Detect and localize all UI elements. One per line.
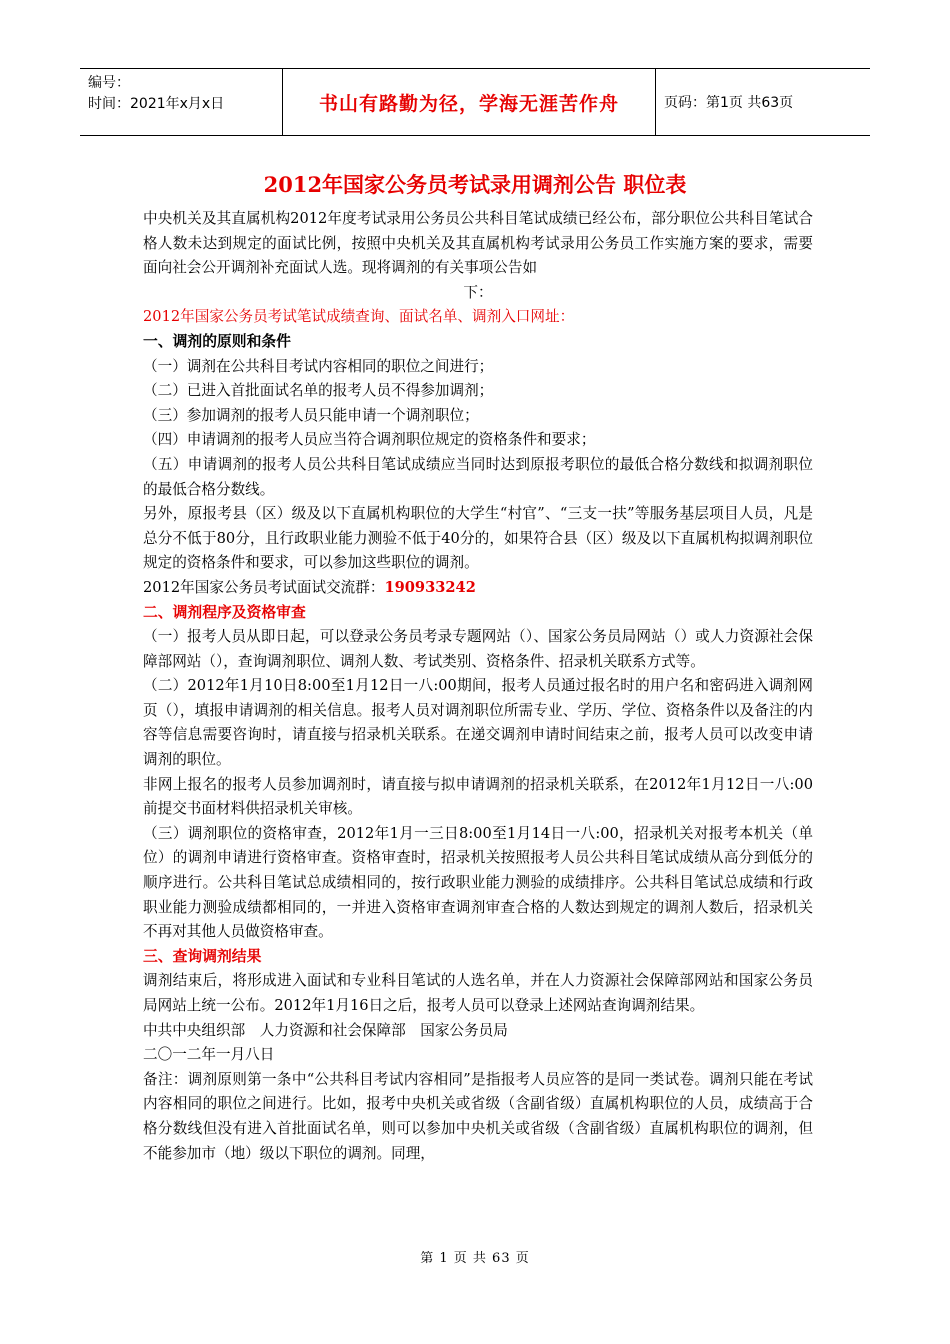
rule-extra-paragraph: 另外，原报考县（区）级及以下直属机构职位的大学生“村官”、“三支一扶”等服务基层项目人员，凡是总分不低于80分，且行政职业能力测验不低于40分的，如果符合县（区）级及以下直属机构拟调剂职位规定的资格条件和要求，可以参加这些职位的调剂。 [143,505,813,572]
section-heading-3: 三、查询调剂结果 [143,947,262,965]
rule-item-3: （三）参加调剂的报考人员只能申请一个调剂职位； [143,406,479,424]
header-time-label: 时间：2021年x月x日 [88,96,225,112]
qq-group-label: 2012年国家公务员考试面试交流群： [143,578,385,596]
rule-item-1: （一）调剂在公共科目考试内容相同的职位之间进行； [143,357,494,375]
header-page-label: 页码：第1页 共63页 [664,95,794,111]
links-line[interactable]: 2012年国家公务员考试笔试成绩查询、面试名单、调剂入口网址： [143,308,575,326]
result-paragraph: 调剂结束后，将形成进入面试和专业科目笔试的人选名单，并在人力资源社会保障部网站和国家公务员局网站上统一公布。2012年1月16日之后，报考人员可以登录上述网站查询调剂结果。 [143,972,813,1014]
header-page-cell [656,69,870,135]
page-header-table [80,68,870,136]
rule-item-2: （二）已进入首批面试名单的报考人员不得参加调剂； [143,382,494,400]
section-heading-1: 一、调剂的原则和条件 [143,332,291,350]
procedure-item-1: （一）报考人员从即日起，可以登录公务员考录专题网站（）、国家公务员局网站（）或人力资源社会保障部网站（），查询调剂职位、调剂人数、考试类别、资格条件、招录机关联系方式等。 [143,628,813,670]
issuing-agencies: 中共中央组织部 人力资源和社会保障部 国家公务员局 [143,1021,508,1039]
document-title: 2012年国家公务员考试录用调剂公告 职位表 [263,172,687,197]
rule-item-4: （四）申请调剂的报考人员应当符合调剂职位规定的资格条件和要求； [143,431,596,449]
procedure-item-3: （三）调剂职位的资格审查，2012年1月一三日8:00至1月14日一八:00，招录机关对报考本机关（单位）的调剂申请进行资格审查。资格审查时，招录机关按照报考人员公共科目笔试成绩从高分到低分的顺序进行。公共科目笔试总成绩相同的，按行政职业能力测验的成绩排序。公共科目笔试总成绩和行政职业能力测验成绩都相同的，一并进入资格审查调剂审查合格的人数达到规定的调剂人数后，招录机关不再对其他人员做资格审查。 [143,824,813,941]
document-body [143,207,813,1166]
intro-paragraph: 中央机关及其直属机构2012年度考试录用公务员公共科目笔试成绩已经公布，部分职位公共科目笔试合格人数未达到规定的面试比例，按照中央机关及其直属机构考试录用公务员工作实施方案的要求，需要面向社会公开调剂补充面试人选。现将调剂的有关事项公告如 [143,210,813,277]
procedure-offline-note: 非网上报名的报考人员参加调剂时，请直接与拟申请调剂的招录机关联系，在2012年1月12日一八:00前提交书面材料供招录机关审核。 [143,775,813,818]
page-footer: 第 1 页 共 63 页 [420,1251,530,1266]
issue-date: 二〇一二年一月八日 [143,1046,275,1064]
header-motto-cell [282,69,656,135]
remark-paragraph: 备注：调剂原则第一条中“公共科目考试内容相同”是指报考人员应答的是同一类试卷。调剂只能在考试内容相同的职位之间进行。比如，报考中央机关或省级（含副省级）直属机构职位的人员，成绩高于合格分数线但没有进入首批面试名单，则可以参加中央机关或省级（含副省级）直属机构职位的调剂，但不能参加市（地）级以下职位的调剂。同理， [143,1070,813,1162]
header-meta-cell [80,69,282,135]
qq-group-line [143,576,813,601]
rule-item-5: （五）申请调剂的报考人员公共科目笔试成绩应当同时达到原报考职位的最低合格分数线和拟调剂职位的最低合格分数线。 [143,455,813,498]
qq-group-number: 190933242 [384,578,476,596]
procedure-item-2: （二）2012年1月10日8:00至1月12日一八:00期间，报考人员通过报名时的用户名和密码进入调剂网页（），填报申请调剂的相关信息。报考人员对调剂职位所需专业、学历、学位、资格条件以及备注的内容等信息需要咨询时，请直接与招录机关联系。在递交调剂申请时间结束之前，报考人员可以改变申请调剂的职位。 [143,677,813,769]
header-motto: 书山有路勤为径，学海无涯苦作舟 [318,92,619,115]
header-number-label: 编号： [88,75,130,91]
intro-paragraph-end: 下： [463,283,493,301]
section-heading-2: 二、调剂程序及资格审查 [143,603,306,621]
